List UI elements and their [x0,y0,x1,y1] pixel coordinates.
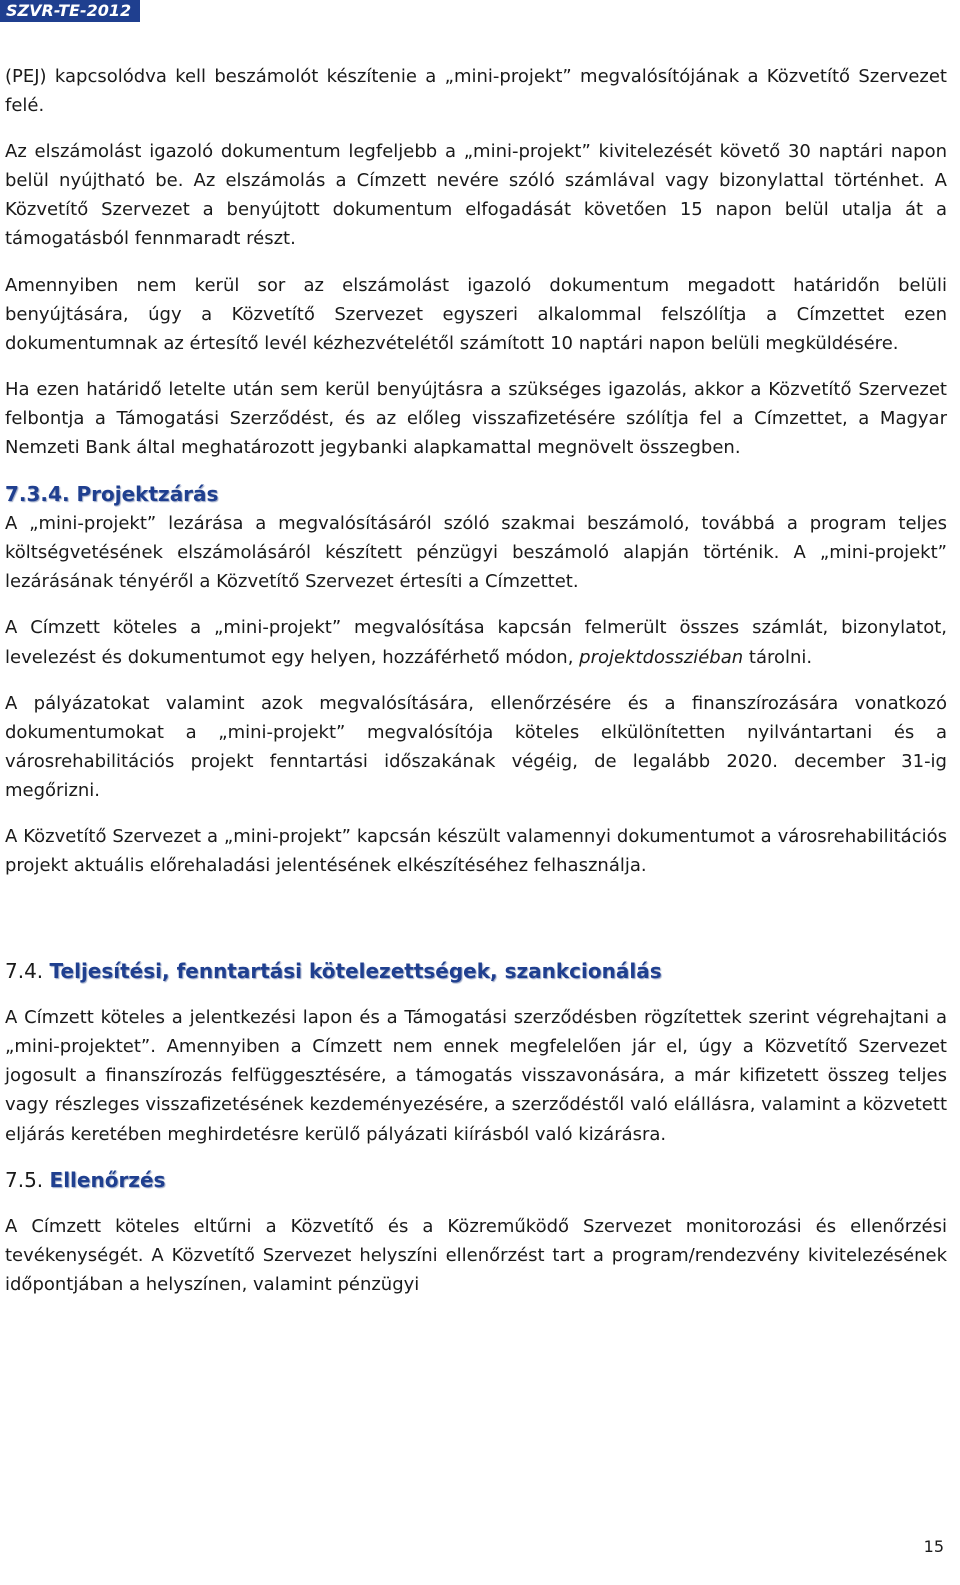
heading-obligations-number: 7.4. [5,959,44,984]
paragraph-progress-report: A Közvetítő Szervezet a „mini-projekt” kapcsán készült valamennyi dokumentumot a városrehabilitációs projekt aktuális előrehaladási jelentésének elkészítéséhez felhasználja. [5,825,947,877]
heading-control-title: Ellenőrzés [49,1167,166,1192]
paragraph-document-retention: A pályázatokat valamint azok megvalósítására, ellenőrzésére és a finanszírozására vonatkozó dokumentumokat a „mini-projekt” megvalósítója köteles elkülönítetten nyilvántartani és a városrehabilitációs projekt fenntartási időszakának végéig, de legalább 2020. december 31-ig megőrizni. [5,692,947,801]
document-code: SZVR-TE-2012 [6,1,132,20]
paragraph-monitoring: A Címzett köteles eltűrni a Közvetítő és a Közreműködő Szervezet monitorozási és ellenőrzési tevékenységét. A Közvetítő Szervezet helyszíni ellenőrzést tart a program/rendezvény kivitelezésének időpontjában a helyszínen, valamint pénzügyi [5,1215,947,1295]
heading-control [5,1165,947,1195]
heading-obligations [5,956,947,986]
document-body [5,62,947,1299]
paragraph-document-storage [5,613,947,671]
heading-project-closure: 7.3.4. Projektzárás [5,482,219,507]
page-number: 15 [923,1537,944,1556]
paragraph-document-storage-text: A Címzett köteles a „mini-projekt” megvalósítása kapcsán felmerült összes számlát, bizonylatot, levelezést és dokumentumot egy helyen, hozzáférhető módon, [5,617,947,668]
paragraph-obligations: A Címzett köteles a jelentkezési lapon és a Támogatási szerződésben rögzítettek szerint végrehajtani a „mini-projektet”. Amennyiben a Címzett nem ennek megfelelően jár el, úgy a Közvetítő Szervezet jogosult a finanszírozás felfüggesztésére, a támogatás visszavonására, a már kifizetett összeg teljes vagy részleges visszafizetésének kezdeményezésére, a szerződéstől való elállásra, valamint a közvetett eljárás keretében meghirdetésre kerülő pályázati kiírásból való kizárásra. [5,1007,947,1145]
heading-obligations-title: Teljesítési, fenntartási kötelezettségek, szankcionálás [49,959,662,984]
paragraph-missing-document: Amennyiben nem kerül sor az elszámolást igazoló dokumentum megadott határidőn belüli benyújtására, úgy a Közvetítő Szervezet egyszeri alkalommal felszólítja a Címzettet ezen dokumentumnak az értesítő levél kézhezvételétől számított 10 naptári napon belüli megküldésére. [5,274,947,354]
paragraph-settlement-deadline: Az elszámolást igazoló dokumentum legfeljebb a „mini-projekt” kivitelezését követő 30 naptári napon belül nyújtható be. Az elszámolás a Címzett nevére szóló számlával vagy bizonylattal történhet. A Közvetítő Szervezet a benyújtott dokumentum elfogadását követően 15 napon belül utalja át a támogatásból fennmaradt részt. [5,141,947,250]
document-code-banner [0,0,140,22]
paragraph-document-storage-italic: projektdossziéban [579,646,744,668]
paragraph-project-closure: A „mini-projekt” lezárása a megvalósításáról szóló szakmai beszámoló, továbbá a program teljes költségvetésének elszámolásáról készített pénzügyi beszámoló alapján történik. A „mini-projekt” lezárásának tényéről a Közvetítő Szervezet értesíti a Címzettet. [5,513,947,593]
heading-control-number: 7.5. [5,1167,44,1192]
paragraph-document-storage-end: tárolni. [748,646,813,668]
paragraph-pej-report: (PEJ) kapcsolódva kell beszámolót készítenie a „mini-projekt” megvalósítójának a Közvetítő Szervezet felé. [5,66,947,117]
paragraph-contract-termination: Ha ezen határidő letelte után sem kerül benyújtásra a szükséges igazolás, akkor a Közvetítő Szervezet felbontja a Támogatási Szerződést, és az előleg visszafizetésére szólítja fel a Címzettet, a Magyar Nemzeti Bank által meghatározott jegybanki alapkamattal megnövelt összegben. [5,378,947,459]
